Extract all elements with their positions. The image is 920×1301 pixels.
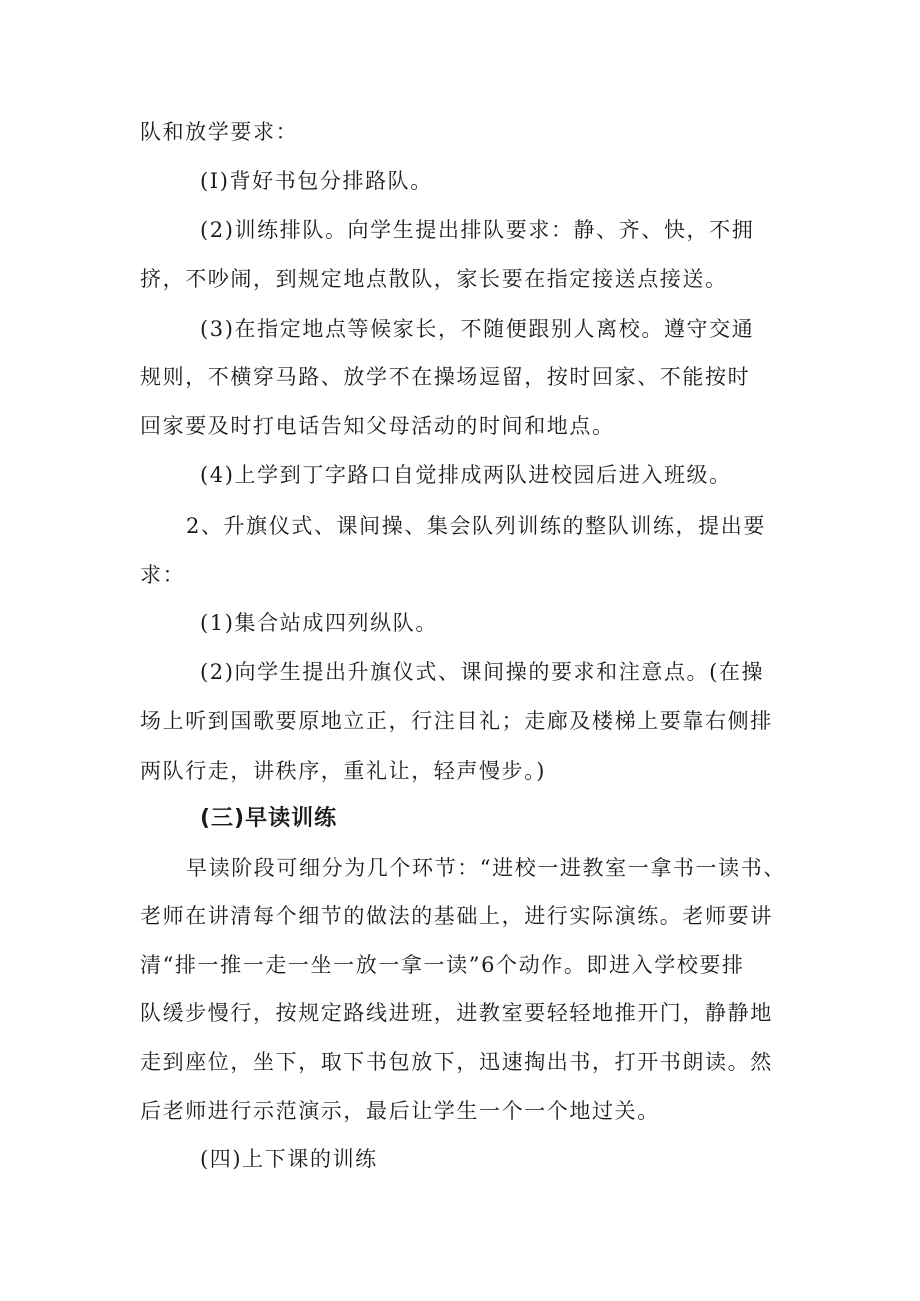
text-line: 回家要及时打电话告知父母活动的时间和地点。 — [140, 414, 615, 438]
text-line: 2、升旗仪式、课间操、集会队列训练的整队训练，提出要 — [186, 514, 766, 538]
text-line: (2)向学生提出升旗仪式、课间操的要求和注意点。(在操 — [200, 660, 765, 684]
text-line: (3)在指定地点等候家长，不随便跟别人离校。遵守交通 — [200, 317, 755, 341]
text-line: (I)背好书包分排路队。 — [200, 169, 433, 193]
section-heading: (四)上下课的训练 — [200, 1147, 378, 1171]
text-line: (4)上学到丁字路口自觉排成两队进校园后进入班级。 — [200, 463, 732, 487]
text-line: (2)训练排队。向学生提出排队要求：静、齐、快，不拥 — [200, 218, 755, 242]
section-heading: (三)早读训练 — [200, 806, 338, 831]
text-line: (1)集合站成四列纵队。 — [200, 611, 438, 635]
text-line: 早读阶段可细分为几个环节：“进校一进教室一拿书一读书、 — [186, 856, 786, 880]
text-line: 队缓步慢行，按规定路线进班，进教室要轻轻地推开门，静静地 — [140, 1001, 773, 1025]
text-line: 后老师进行示范演示，最后让学生一个一个地过关。 — [140, 1099, 660, 1123]
text-line: 求： — [140, 563, 186, 587]
text-line: 挤，不吵闹，到规定地点散队，家长要在指定接送点接送。 — [140, 267, 728, 291]
text-line: 队和放学要求： — [140, 120, 299, 144]
text-line: 场上听到国歌要原地立正，行注目礼；走廊及楼梯上要靠右侧排 — [140, 709, 773, 733]
text-line: 两队行走，讲秩序，重礼让，轻声慢步。) — [140, 759, 547, 783]
text-line: 老师在讲清每个细节的做法的基础上，进行实际演练。老师要讲 — [140, 904, 773, 928]
text-line: 走到座位，坐下，取下书包放下，迅速掏出书，打开书朗读。然 — [140, 1050, 773, 1074]
text-line: 清“排一推一走一坐一放一拿一读”6个动作。即进入学校要排 — [140, 953, 745, 977]
text-line: 规则，不横穿马路、放学不在操场逗留，按时回家、不能按时 — [140, 365, 751, 389]
